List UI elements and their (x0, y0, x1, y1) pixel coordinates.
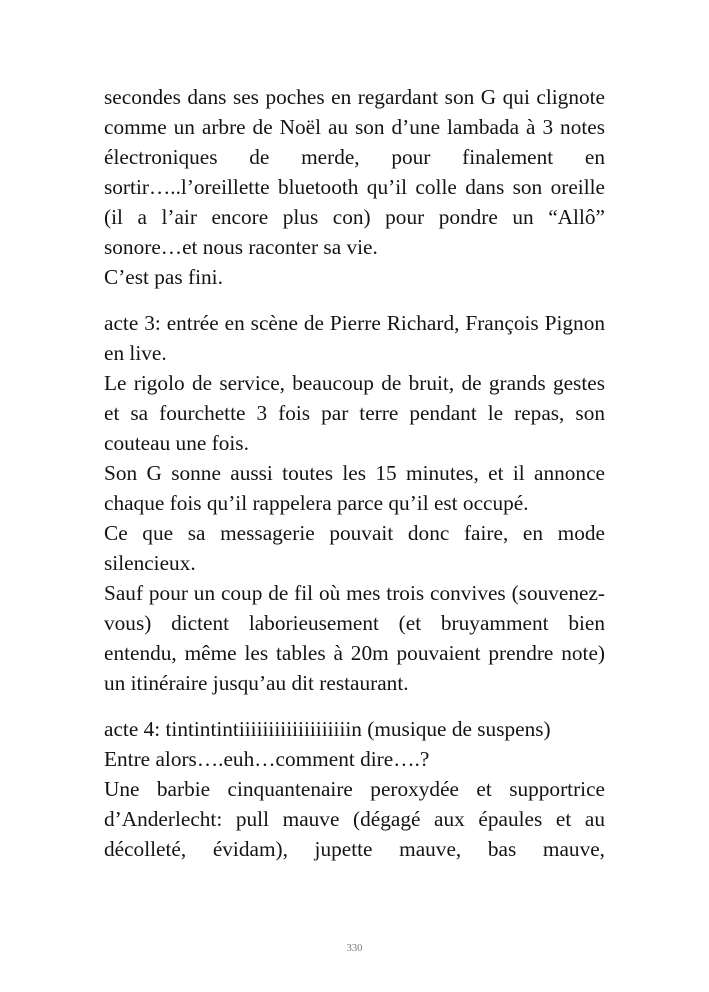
paragraph-gap (104, 698, 605, 714)
paragraph: acte 4: tintintintiiiiiiiiiiiiiiiiiiin (musique de suspens) (104, 717, 551, 741)
paragraph: Une barbie cinquantenaire peroxydée et supportrice d’Anderlecht: pull mauve (dégagé aux épaules et au décolleté, évidam), jupette mauve, bas mauve, (104, 777, 605, 861)
paragraph: acte 3: entrée en scène de Pierre Richard, François Pignon en live. (104, 311, 605, 365)
paragraph: Le rigolo de service, beaucoup de bruit, de grands gestes et sa fourchette 3 fois par terre pendant le repas, son couteau une fois. (104, 371, 605, 455)
paragraph: Entre alors….euh…comment dire….? (104, 747, 430, 771)
paragraph: Sauf pour un coup de fil où mes trois convives (souvenez-vous) dictent laborieusement (et bruyamment bien entendu, même les tables à 20m pouvaient prendre note) un itinéraire jusqu’au dit restaurant. (104, 581, 605, 695)
paragraph: secondes dans ses poches en regardant son G qui clignote comme un arbre de Noël au son d’une lambada à 3 notes électroniques de merde, pour finalement en sortir…..l’oreillette bluetooth qu’il colle dans son oreille (il a l’air encore plus con) pour pondre un “Allô” sonore…et nous raconter sa vie. (104, 85, 605, 259)
paragraph-gap (104, 292, 605, 308)
paragraph: Son G sonne aussi toutes les 15 minutes, et il annonce chaque fois qu’il rappelera parce qu’il est occupé. (104, 461, 605, 515)
paragraph: Ce que sa messagerie pouvait donc faire, en mode silencieux. (104, 521, 605, 575)
page-number: 330 (346, 943, 363, 954)
paragraph: C’est pas fini. (104, 265, 223, 289)
page-body-text (104, 82, 605, 864)
